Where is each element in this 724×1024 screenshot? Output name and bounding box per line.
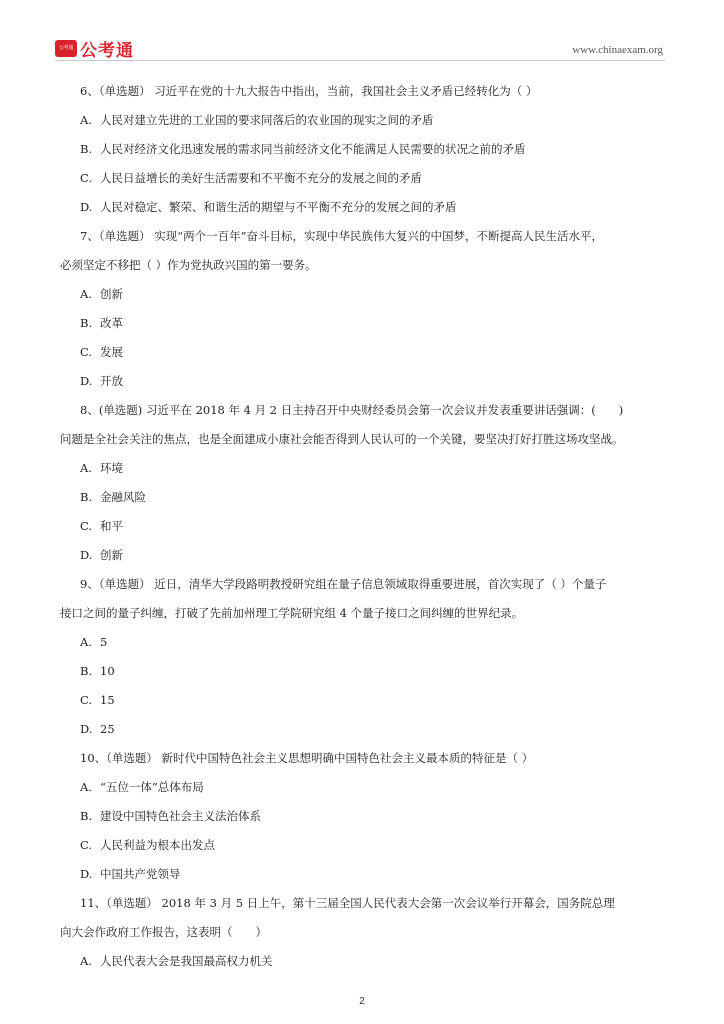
option-letter: B. — [80, 490, 93, 504]
answer-option — [60, 773, 670, 802]
answer-option — [60, 135, 670, 164]
option-letter: C. — [80, 345, 93, 359]
question-stem: 6、（单选题） 习近平在党的十九大报告中指出，当前，我国社会主义矛盾已经转化为（ ） — [80, 84, 538, 98]
question-list — [60, 77, 670, 976]
answer-option — [60, 193, 670, 222]
question-stem-continued: 向大会作政府工作报告，这表明（ ） — [60, 925, 267, 939]
answer-option — [60, 860, 670, 889]
option-letter: D. — [80, 548, 93, 562]
option-text: 开放 — [100, 374, 123, 388]
option-text: 和平 — [100, 519, 123, 533]
option-letter: D. — [80, 200, 93, 214]
option-letter: A. — [80, 780, 92, 794]
question-block — [60, 222, 670, 396]
answer-option — [60, 106, 670, 135]
option-text: 人民代表大会是我国最高权力机关 — [100, 954, 273, 968]
answer-option — [60, 686, 670, 715]
answer-option — [60, 657, 670, 686]
site-url: www.chinaexam.org — [572, 44, 663, 56]
option-text: 5 — [100, 635, 108, 649]
option-text: 改革 — [100, 316, 123, 330]
page-header — [55, 36, 663, 60]
option-text: 人民对稳定、繁荣、和谐生活的期望与不平衡不充分的发展之间的矛盾 — [100, 200, 457, 214]
header-divider — [55, 60, 665, 61]
option-letter: B. — [80, 142, 93, 156]
option-text: 创新 — [100, 548, 123, 562]
option-letter: C. — [80, 693, 93, 707]
answer-option — [60, 309, 670, 338]
option-letter: A. — [80, 287, 92, 301]
question-stem: 7、（单选题） 实现“两个一百年”奋斗目标，实现中华民族伟大复兴的中国梦，不断提高人民生活水平， — [80, 229, 603, 243]
answer-option — [60, 164, 670, 193]
option-text: 人民对经济文化迅速发展的需求同当前经济文化不能满足人民需要的状况之前的矛盾 — [100, 142, 526, 156]
question-block — [60, 570, 670, 744]
option-letter: B. — [80, 809, 93, 823]
answer-option — [60, 831, 670, 860]
answer-option — [60, 367, 670, 396]
option-text: 10 — [100, 664, 115, 678]
question-block — [60, 744, 670, 889]
option-letter: D. — [80, 374, 93, 388]
logo-text: 公考通 — [80, 41, 134, 61]
question-block — [60, 889, 670, 976]
option-letter: A. — [80, 954, 92, 968]
option-text: 人民对建立先进的工业国的要求同落后的农业国的现实之间的矛盾 — [100, 113, 434, 127]
option-text: 人民日益增长的美好生活需要和不平衡不充分的发展之间的矛盾 — [100, 171, 422, 185]
question-stem: 9、（单选题） 近日，清华大学段路明教授研究组在量子信息领域取得重要进展，首次实现了（ ）个量子 — [80, 577, 607, 591]
option-text: 25 — [100, 722, 115, 736]
option-text: 环境 — [100, 461, 123, 475]
option-text: 发展 — [100, 345, 123, 359]
option-text: “五位一体”总体布局 — [100, 780, 204, 794]
answer-option — [60, 338, 670, 367]
option-letter: A. — [80, 635, 92, 649]
option-letter: A. — [80, 113, 92, 127]
option-letter: B. — [80, 664, 93, 678]
option-text: 创新 — [100, 287, 123, 301]
option-text: 建设中国特色社会主义法治体系 — [100, 809, 261, 823]
option-letter: C. — [80, 171, 93, 185]
answer-option — [60, 541, 670, 570]
option-text: 金融风险 — [100, 490, 146, 504]
answer-option — [60, 483, 670, 512]
option-letter: C. — [80, 838, 93, 852]
option-text: 15 — [100, 693, 115, 707]
logo — [55, 36, 134, 61]
option-text: 人民利益为根本出发点 — [100, 838, 215, 852]
question-stem-continued: 接口之间的量子纠缠，打破了先前加州理工学院研究组 4 个量子接口之间纠缠的世界纪录。 — [60, 606, 524, 620]
answer-option — [60, 454, 670, 483]
option-letter: C. — [80, 519, 93, 533]
option-letter: D. — [80, 867, 93, 881]
question-stem-continued: 必须坚定不移把（ ）作为党执政兴国的第一要务。 — [60, 258, 317, 272]
answer-option — [60, 715, 670, 744]
answer-option — [60, 947, 670, 976]
answer-option — [60, 802, 670, 831]
logo-icon: 公考通 — [55, 40, 77, 57]
option-text: 中国共产党领导 — [100, 867, 181, 881]
option-letter: A. — [80, 461, 92, 475]
answer-option — [60, 512, 670, 541]
option-letter: B. — [80, 316, 93, 330]
page-number: 2 — [359, 996, 365, 1007]
question-stem: 8、(单选题) 习近平在 2018 年 4 月 2 日主持召开中央财经委员会第一次会议并发表重要讲话强调：( ) — [80, 403, 624, 417]
question-block — [60, 396, 670, 570]
answer-option — [60, 628, 670, 657]
question-block — [60, 77, 670, 222]
answer-option — [60, 280, 670, 309]
question-stem: 10、（单选题） 新时代中国特色社会主义思想明确中国特色社会主义最本质的特征是（ ） — [80, 751, 534, 765]
option-letter: D. — [80, 722, 93, 736]
question-stem: 11、（单选题） 2018 年 3 月 5 日上午，第十三届全国人民代表大会第一次会议举行开幕会，国务院总理 — [80, 896, 615, 910]
question-stem-continued: 问题是全社会关注的焦点，也是全面建成小康社会能否得到人民认可的一个关键，要坚决打好打胜这场攻坚战。 — [60, 432, 624, 446]
